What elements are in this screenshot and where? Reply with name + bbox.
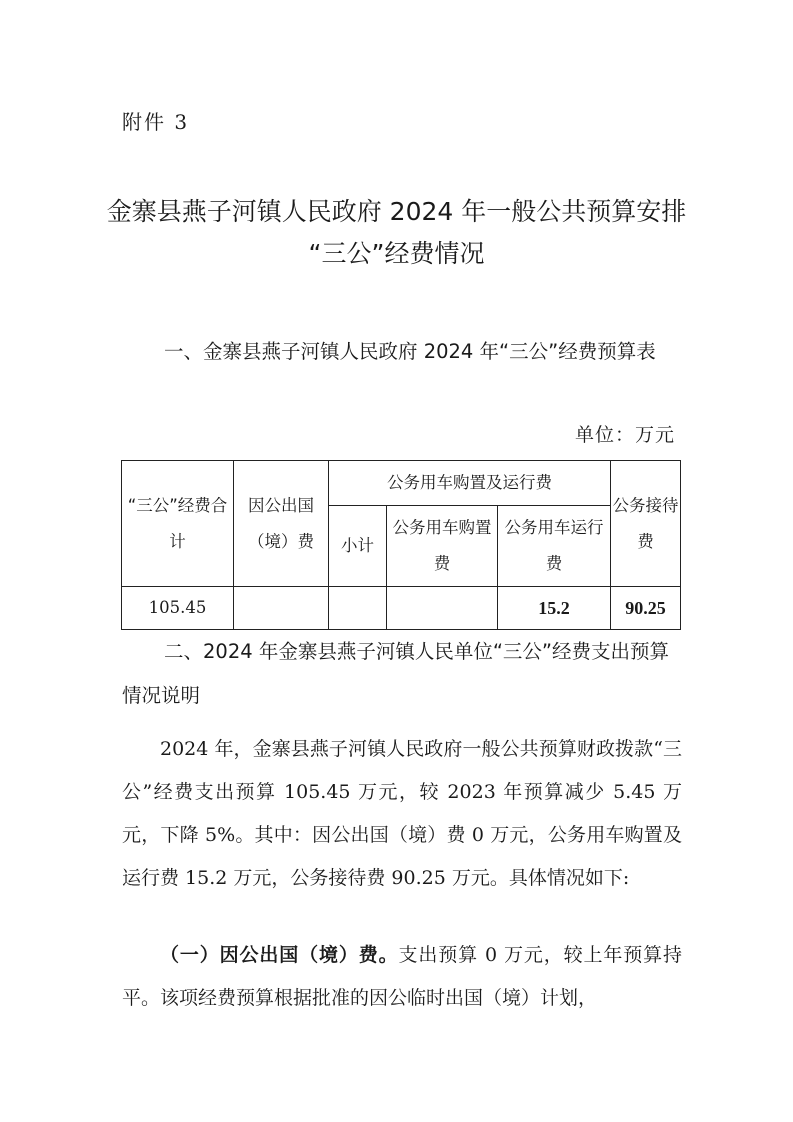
header-vehicle-operation: 公务用车运行费: [498, 506, 611, 587]
paragraph-summary: 2024 年，金寨县燕子河镇人民政府一般公共预算财政拨款“三公”经费支出预算 105.45 万元，较 2023 年预算减少 5.45 万元，下降 5%。其中：因公出国（境）费 0 万元，公务用车购置及运行费 15.2 万元，公务接待费 90.25 万元。具体情况如下:: [122, 738, 682, 889]
cell-reception: 90.25: [611, 587, 681, 630]
paragraph-overseas: [122, 934, 682, 1020]
header-total: “三公”经费合计: [122, 461, 234, 587]
header-overseas: 因公出国（境）费: [234, 461, 329, 587]
header-vehicle-group: 公务用车购置及运行费: [329, 461, 611, 506]
section1-heading: 一、金寨县燕子河镇人民政府 2024 年“三公”经费预算表: [164, 340, 656, 363]
cell-overseas: [234, 587, 329, 630]
table-row: [122, 587, 681, 630]
header-vehicle-purchase: 公务用车购置费: [387, 506, 498, 587]
table-header-row-1: [122, 461, 681, 506]
section2-heading: 二、2024 年金寨县燕子河镇人民单位“三公”经费支出预算情况说明: [122, 640, 670, 707]
cell-subtotal: [329, 587, 387, 630]
unit-label: 单位：万元: [574, 424, 675, 446]
paragraph-overseas-lead: （一）因公出国（境）费。: [160, 944, 399, 966]
attachment-label: 附件 3: [122, 110, 190, 134]
header-reception: 公务接待费: [611, 461, 681, 587]
document-title-line2: “三公”经费情况: [308, 239, 485, 268]
paragraph-overseas-body: 支出预算 0 万元，较上年预算持平。该项经费预算根据批准的因公临时出国（境）计划，: [122, 944, 682, 1009]
cell-total: 105.45: [122, 587, 234, 630]
cell-vehicle-purchase: [387, 587, 498, 630]
document-title-line1: 金寨县燕子河镇人民政府 2024 年一般公共预算安排: [106, 197, 687, 226]
budget-table: [121, 460, 681, 630]
header-subtotal: 小计: [329, 506, 387, 587]
cell-vehicle-operation: 15.2: [498, 587, 611, 630]
